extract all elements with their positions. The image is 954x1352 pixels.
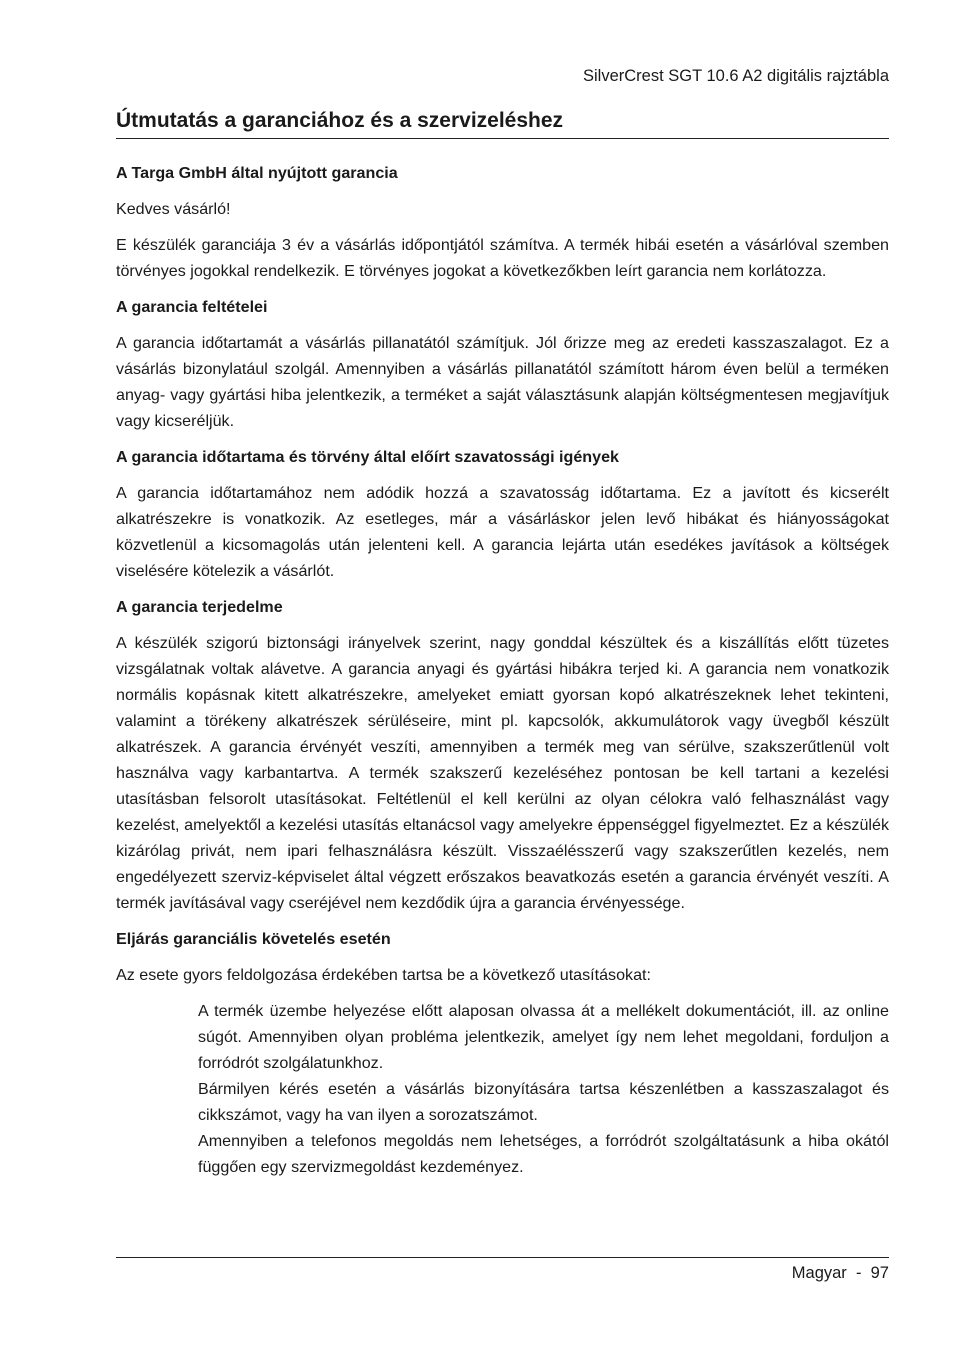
claim-intro: Az esete gyors feldolgozása érdekében tartsa be a következő utasításokat: (116, 966, 651, 984)
duration-paragraph: A garancia időtartamához nem adódik hozzá a szavatosság időtartama. Ez a javított és kicserélt alkatrészekre is vonatkozik. Az esetleges, már a vásárláskor jelen levő hibákat és hiányosságokat közvetlenül a kicsomagolás után jelenteni kell. A garancia lejárta után esedékes javítások a költségek viselésére kötelezik a vásárlót. (116, 484, 889, 580)
conditions-paragraph: A garancia időtartamát a vásárlás pillanatától számítjuk. Jól őrizze meg az eredeti kasszaszalagot. Ez a vásárlás bizonylatául szolgál. Amennyiben a vásárlás pillanatától számított három éven belül a terméken anyag- vagy gyártási hiba jelentkezik, a terméket a saját választásunk alapján költségmentesen megjavítjuk vagy kicseréljük. (116, 334, 889, 430)
claim-steps-list (198, 998, 889, 1180)
running-header: SilverCrest SGT 10.6 A2 digitális rajztábla (583, 67, 889, 85)
claim-step: Bármilyen kérés esetén a vásárlás bizonyítására tartsa készenlétben a kasszaszalagot és cikkszámot, vagy ha van ilyen a sorozatszámot. (198, 1080, 889, 1124)
claim-step: Amennyiben a telefonos megoldás nem lehetséges, a forródrót szolgáltatásunk a hiba okától függően egy szervizmegoldást kezdeményez. (198, 1132, 889, 1176)
section-heading-duration: A garancia időtartama és törvény által előírt szavatossági igények (116, 448, 619, 466)
section-heading-guarantee: A Targa GmbH által nyújtott garancia (116, 164, 398, 182)
chapter-title: Útmutatás a garanciához és a szervizeléshez (116, 106, 889, 139)
guarantee-paragraph: E készülék garanciája 3 év a vásárlás időpontjától számítva. A termék hibái esetén a vásárlóval szemben törvényes jogokkal rendelkezik. E törvényes jogokat a következőkben leírt garancia nem korlátozza. (116, 236, 889, 280)
page-content (116, 160, 889, 1180)
section-heading-claim-procedure: Eljárás garanciális követelés esetén (116, 930, 391, 948)
page-number: Magyar - 97 (791, 1264, 889, 1282)
claim-step: A termék üzembe helyezése előtt alaposan olvassa át a mellékelt dokumentációt, ill. az online súgót. Amennyiben olyan probléma jelentkezik, amelyet így nem lehet megoldani, forduljon a forródrót szolgálatunkhoz. (198, 1002, 889, 1072)
section-heading-conditions: A garancia feltételei (116, 298, 268, 316)
scope-paragraph: A készülék szigorú biztonsági irányelvek szerint, nagy gonddal készültek és a kiszállítás előtt tüzetes vizsgálatnak voltak alávetve. A garancia anyagi és gyártási hibákra terjed ki. A garancia nem vonatkozik normális kopásnak kitett alkatrészekre, amelyeket emiatt gyorsan kopó alkatrészeknek lehet tekinteni, valamint a törékeny alkatrészek sérüléseire, mint pl. kapcsolók, akkumulátorok vagy üvegből készült alkatrészek. A garancia érvényét veszíti, amennyiben a termék meg van sérülve, szakszerűtlenül volt használva vagy karbantartva. A termék szakszerű kezeléséhez pontosan be kell tartani a kezelési utasításban felsorolt utasításokat. Feltétlenül el kell kerülni az olyan célokra való felhasználást vagy kezelést, amelyektől a kezelési utasítás eltanácsol vagy amelyekre éppenséggel figyelmeztet. Ez a készülék kizárólag privát, nem ipari felhasználásra készült. Visszaélésszerű vagy szakszerűtlen kezelés, nem engedélyezett szerviz-képviselet által végzett erőszakos beavatkozás esetén a garancia érvényét veszíti. A termék javításával vagy cseréjével nem kezdődik újra a garancia érvényessége. (116, 634, 889, 912)
greeting: Kedves vásárló! (116, 200, 231, 218)
footer-divider (116, 1257, 889, 1258)
section-heading-scope: A garancia terjedelme (116, 598, 283, 616)
